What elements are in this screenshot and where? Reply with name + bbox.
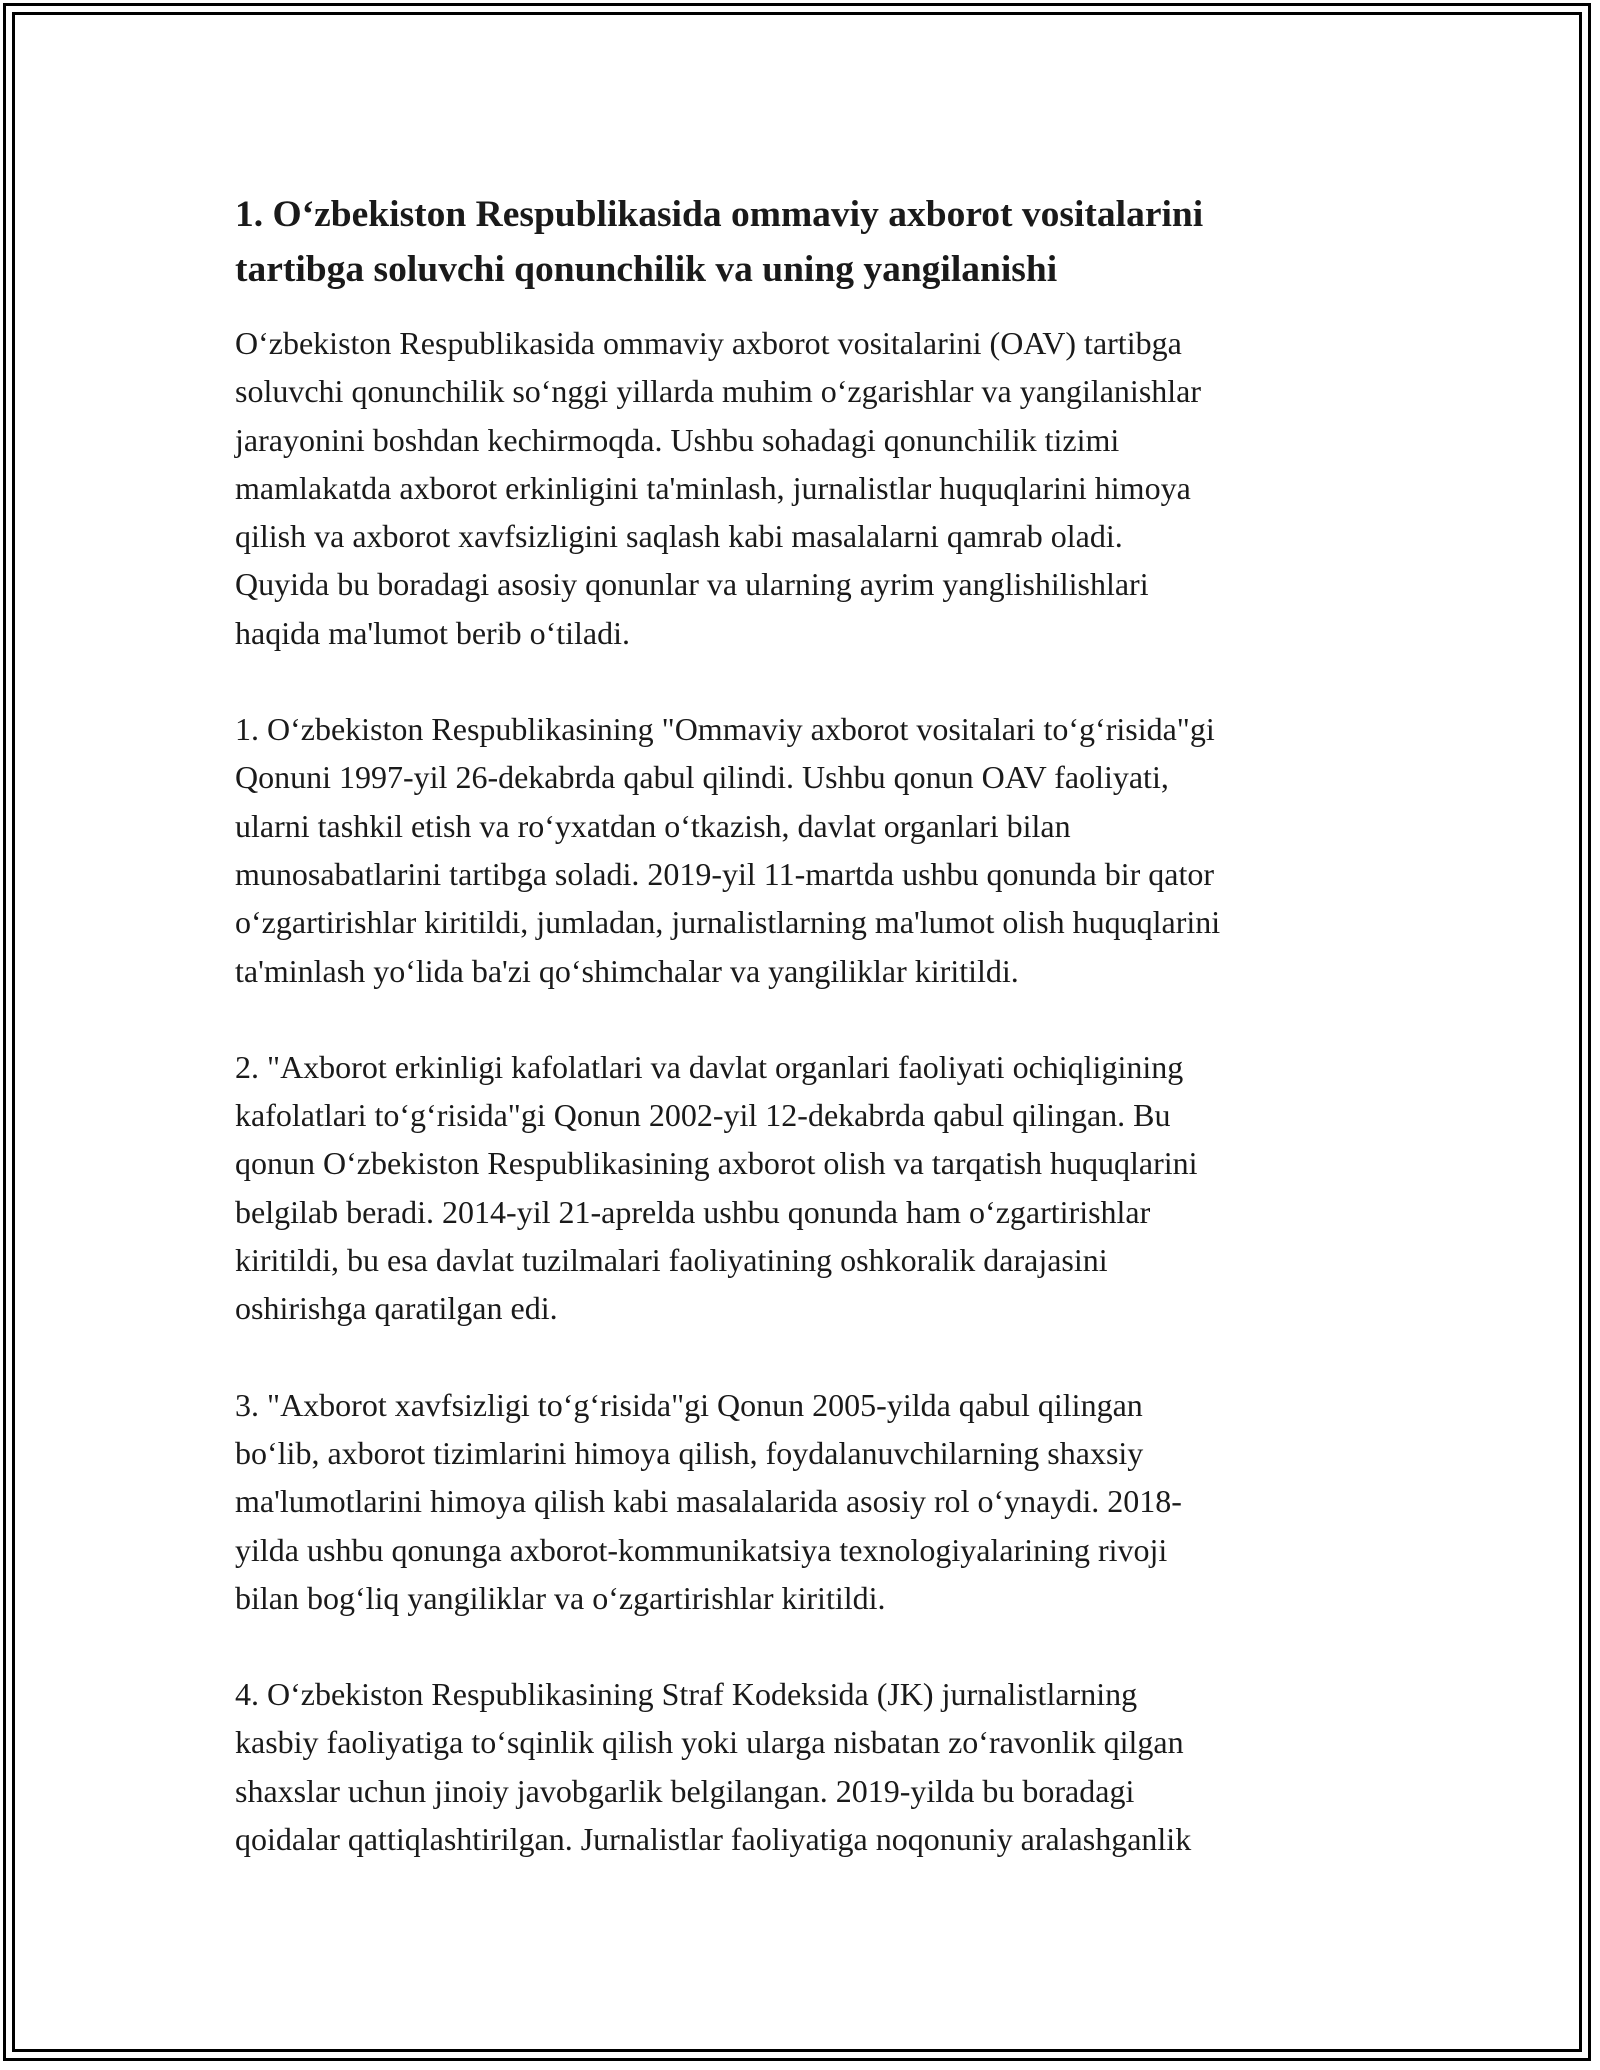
paragraph-line: kasbiy faoliyatiga to‘sqinlik qilish yoki ularga nisbatan zo‘ravonlik qilgan [235, 1724, 1184, 1761]
paragraph-line: mamlakatda axborot erkinligini ta'minlash, jurnalistlar huquqlarini himoya [235, 469, 1191, 506]
paragraph-line: jarayonini boshdan kechirmoqda. Ushbu sohadagi qonunchilik tizimi [235, 421, 1120, 458]
paragraph-line: kiritildi, bu esa davlat tuzilmalari faoliyatining oshkoralik darajasini [235, 1242, 1108, 1279]
paragraph-line: 3. "Axborot xavfsizligi to‘g‘risida"gi Qonun 2005-yilda qabul qilingan [235, 1386, 1143, 1423]
heading-line: 1. O‘zbekiston Respublikasida ommaviy axborot vositalarini [235, 194, 1204, 235]
paragraph-line: bo‘lib, axborot tizimlarini himoya qilish, foydalanuvchilarning shaxsiy [235, 1434, 1144, 1471]
heading-line: tartibga soluvchi qonunchilik va uning yangilanishi [235, 249, 1058, 290]
paragraph-line: qoidalar qattiqlashtirilgan. Jurnalistlar faoliyatiga noqonuniy aralashganlik [235, 1821, 1192, 1858]
list-item-paragraph-1 [235, 705, 1375, 995]
list-item-paragraph-2 [235, 1043, 1375, 1333]
paragraph-line: bilan bog‘liq yangiliklar va o‘zgartirishlar kiritildi. [235, 1579, 886, 1616]
paragraph-line: yilda ushbu qonunga axborot-kommunikatsiya texnologiyalarining rivoji [235, 1531, 1168, 1568]
paragraph-line: haqida ma'lumot berib o‘tiladi. [235, 614, 630, 651]
paragraph-line: O‘zbekiston Respublikasida ommaviy axborot vositalarini (OAV) tartibga [235, 325, 1182, 361]
paragraph-line: 4. O‘zbekiston Respublikasining Straf Kodeksida (JK) jurnalistlarning [235, 1676, 1138, 1713]
intro-paragraph [235, 319, 1375, 657]
paragraph-line: qonun O‘zbekiston Respublikasining axborot olish va tarqatish huquqlarini [235, 1145, 1198, 1182]
paragraph-line: kafolatlari to‘g‘risida"gi Qonun 2002-yil 12-dekabrda qabul qilingan. Bu [235, 1097, 1171, 1134]
paragraph-line: belgilab beradi. 2014-yil 21-aprelda ushbu qonunda ham o‘zgartirishlar [235, 1193, 1151, 1230]
paragraph-line: ma'lumotlarini himoya qilish kabi masalalarida asosiy rol o‘ynaydi. 2018- [235, 1483, 1182, 1520]
list-item-paragraph-3 [235, 1381, 1375, 1622]
paragraph-line: Quyida bu boradagi asosiy qonunlar va ularning ayrim yanglishilishlari [235, 566, 1149, 603]
paragraph-line: Qonuni 1997-yil 26-dekabrda qabul qilindi. Ushbu qonun OAV faoliyati, [235, 759, 1169, 796]
paragraph-line: munosabatlarini tartibga soladi. 2019-yil 11-martda ushbu qonunda bir qator [235, 855, 1215, 892]
paragraph-line: 2. "Axborot erkinligi kafolatlari va davlat organlari faoliyati ochiqligining [235, 1048, 1184, 1085]
paragraph-line: o‘zgartirishlar kiritildi, jumladan, jurnalistlarning ma'lumot olish huquqlarini [235, 904, 1221, 941]
paragraph-line: 1. O‘zbekiston Respublikasining "Ommaviy axborot vositalari to‘g‘risida"gi [235, 711, 1215, 748]
list-item-paragraph-4 [235, 1670, 1375, 1863]
section-heading [235, 187, 1375, 297]
paragraph-line: ta'minlash yo‘lida ba'zi qo‘shimchalar va yangiliklar kiritildi. [235, 952, 1019, 989]
document-page [235, 187, 1375, 1911]
paragraph-line: shaxslar uchun jinoiy javobgarlik belgilangan. 2019-yilda bu boradagi [235, 1772, 1135, 1809]
paragraph-line: soluvchi qonunchilik so‘nggi yillarda muhim o‘zgarishlar va yangilanishlar [235, 373, 1202, 410]
paragraph-line: oshirishga qaratilgan edi. [235, 1290, 558, 1327]
paragraph-line: qilish va axborot xavfsizligini saqlash kabi masalalarni qamrab oladi. [235, 518, 1123, 555]
paragraph-line: ularni tashkil etish va ro‘yxatdan o‘tkazish, davlat organlari bilan [235, 807, 1071, 844]
